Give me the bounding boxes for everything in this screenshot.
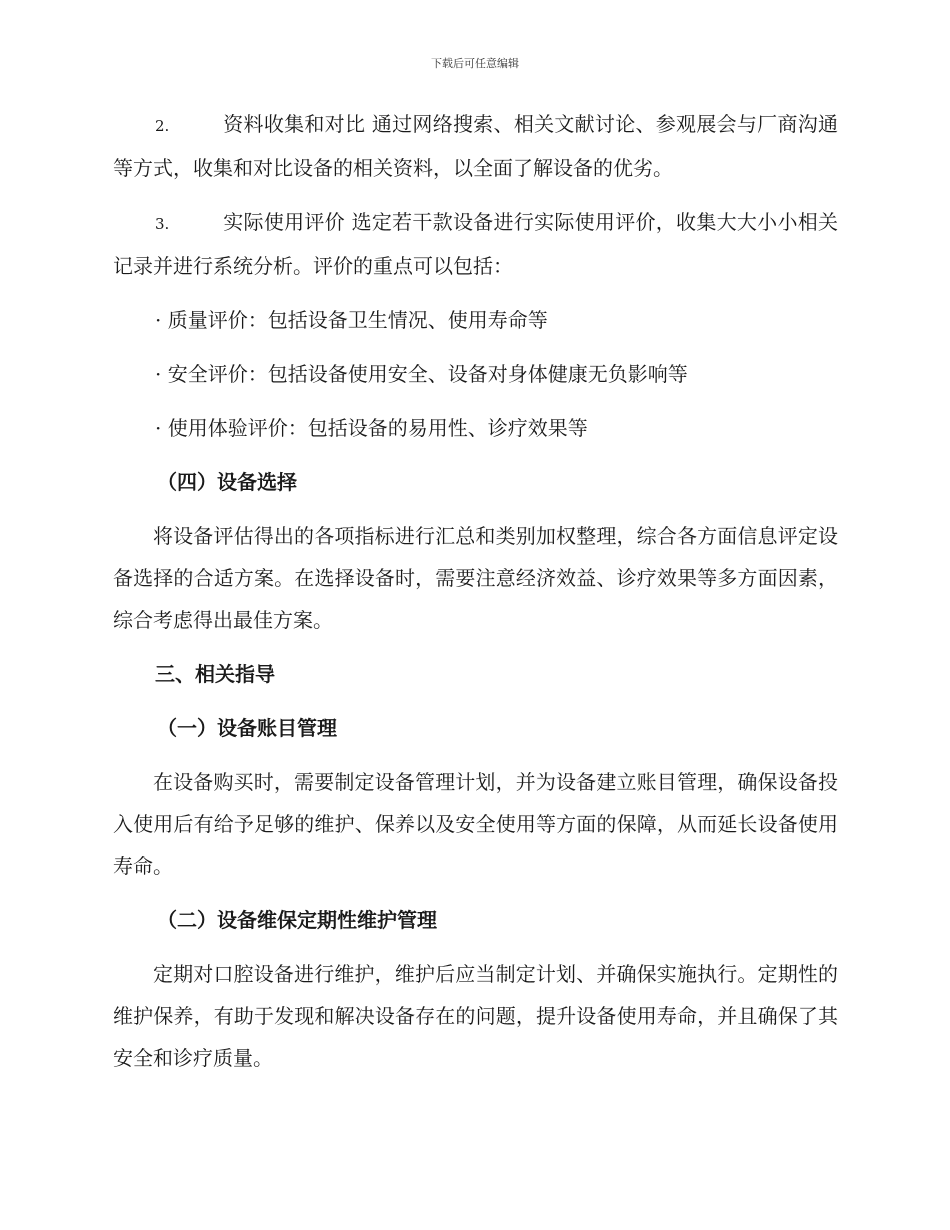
list-item-text: 实际使用评价 选定若干款设备进行实际使用评价，收集大大小小相关记录并进行系统分析。评价的重点可以包括： — [113, 210, 838, 278]
heading-account-management: （一）设备账目管理 — [157, 716, 337, 740]
page-header: 下载后可任意编辑 — [431, 57, 519, 70]
list-number: 3. — [155, 215, 170, 233]
heading-related-guidance: 三、相关指导 — [155, 662, 275, 686]
list-item-text: 资料收集和对比 通过网络搜索、相关文献讨论、参观展会与厂商沟通等方式，收集和对比设备的相关资料，以全面了解设备的优劣。 — [113, 112, 838, 180]
list-item-2 — [113, 103, 838, 189]
document-body — [113, 103, 838, 1091]
bullet-safety: · 安全评价：包括设备使用安全、设备对身体健康无负影响等 — [155, 362, 688, 386]
paragraph-equipment-selection: 将设备评估得出的各项指标进行汇总和类别加权整理，综合各方面信息评定设备选择的合适方案。在选择设备时，需要注意经济效益、诊疗效果等多方面因素，综合考虑得出最佳方案。 — [113, 524, 838, 632]
list-item-3 — [113, 201, 838, 287]
heading-equipment-selection: （四）设备选择 — [157, 470, 297, 494]
heading-periodic-maintenance: （二）设备维保定期性维护管理 — [157, 908, 437, 932]
bullet-quality: · 质量评价：包括设备卫生情况、使用寿命等 — [155, 308, 548, 332]
paragraph-account-management: 在设备购买时，需要制定设备管理计划，并为设备建立账目管理，确保设备投入使用后有给予足够的维护、保养以及安全使用等方面的保障，从而延长设备使用寿命。 — [113, 770, 838, 878]
bullet-experience: · 使用体验评价：包括设备的易用性、诊疗效果等 — [155, 416, 588, 440]
list-number: 2. — [155, 117, 170, 135]
paragraph-periodic-maintenance: 定期对口腔设备进行维护，维护后应当制定计划、并确保实施执行。定期性的维护保养，有助于发现和解决设备存在的问题，提升设备使用寿命，并且确保了其安全和诊疗质量。 — [113, 962, 838, 1070]
